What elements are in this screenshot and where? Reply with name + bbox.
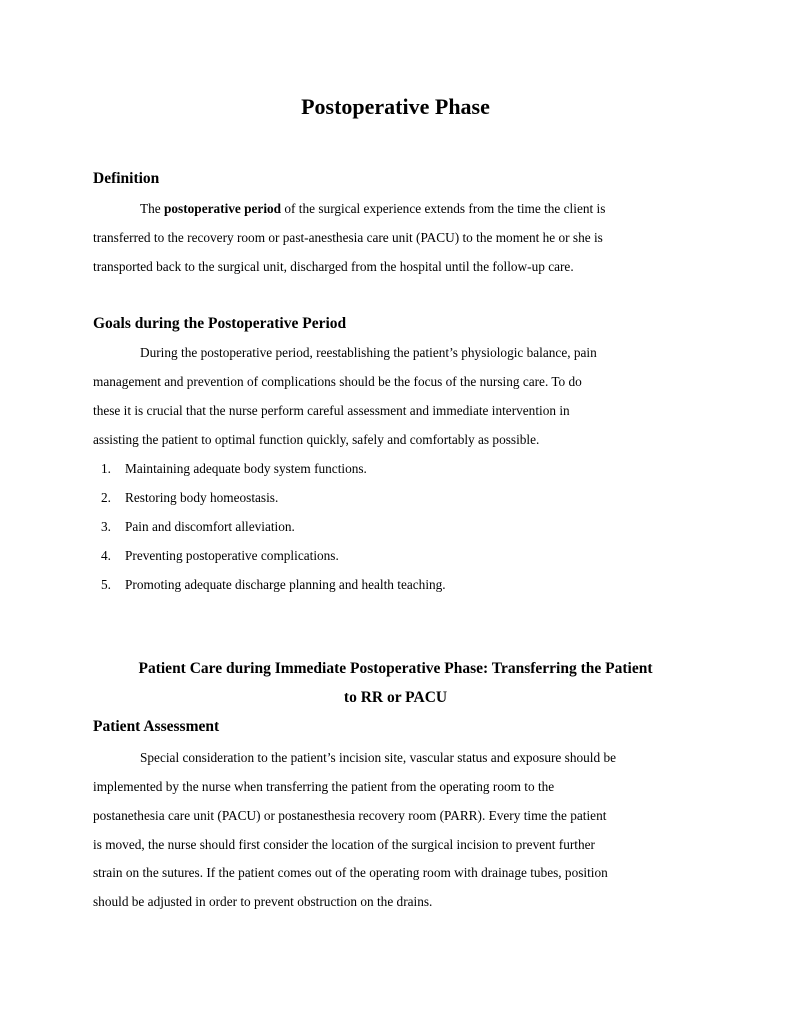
list-item-number: 3. <box>101 519 111 534</box>
patient-care-heading-line-2: to RR or PACU <box>343 689 448 706</box>
assessment-paragraph-line-2: implemented by the nurse when transferring the patient from the operating room to the <box>93 779 555 794</box>
list-item: Pain and discomfort alleviation. <box>125 519 295 534</box>
goals-paragraph-line-1: During the postoperative period, reestablishing the patient’s physiologic balance, pain <box>140 345 597 360</box>
list-item: Preventing postoperative complications. <box>125 548 339 563</box>
list-item: Restoring body homeostasis. <box>125 490 279 505</box>
assessment-heading: Patient Assessment <box>93 718 220 735</box>
assessment-paragraph-line-5: strain on the sutures. If the patient comes out of the operating room with drainage tubes, position <box>93 865 608 880</box>
definition-term: postoperative period <box>164 201 282 216</box>
assessment-paragraph-line-3: postanethesia care unit (PACU) or postanesthesia recovery room (PARR). Every time the patient <box>93 808 607 823</box>
definition-paragraph-line-2: transferred to the recovery room or past-anesthesia care unit (PACU) to the moment he or she is <box>93 230 603 245</box>
assessment-paragraph-line-1: Special consideration to the patient’s incision site, vascular status and exposure should be <box>140 750 616 765</box>
definition-text-post: of the surgical experience extends from the time the client is <box>281 201 606 216</box>
definition-heading: Definition <box>93 170 160 187</box>
list-item-number: 1. <box>101 461 111 476</box>
goals-paragraph-line-4: assisting the patient to optimal function quickly, safely and comfortably as possible. <box>93 432 540 447</box>
goals-heading: Goals during the Postoperative Period <box>93 315 347 332</box>
definition-text-pre: The <box>140 201 164 216</box>
goals-paragraph-line-2: management and prevention of complications should be the focus of the nursing care. To do <box>93 374 582 389</box>
patient-care-heading-line-1: Patient Care during Immediate Postoperative Phase: Transferring the Patient <box>138 660 653 677</box>
list-item: Promoting adequate discharge planning and health teaching. <box>125 577 446 592</box>
assessment-paragraph-line-4: is moved, the nurse should first consider the location of the surgical incision to prevent further <box>93 837 595 852</box>
goals-paragraph-line-3: these it is crucial that the nurse perform careful assessment and immediate intervention in <box>93 403 570 418</box>
list-item: Maintaining adequate body system functions. <box>125 461 367 476</box>
definition-paragraph-line-3: transported back to the surgical unit, discharged from the hospital until the follow-up care. <box>93 259 574 274</box>
assessment-paragraph-line-6: should be adjusted in order to prevent obstruction on the drains. <box>93 894 433 909</box>
list-item-number: 5. <box>101 577 111 592</box>
definition-paragraph-line-1 <box>140 201 605 217</box>
page-title: Postoperative Phase <box>301 94 490 119</box>
list-item-number: 4. <box>101 548 111 563</box>
list-item-number: 2. <box>101 490 111 505</box>
